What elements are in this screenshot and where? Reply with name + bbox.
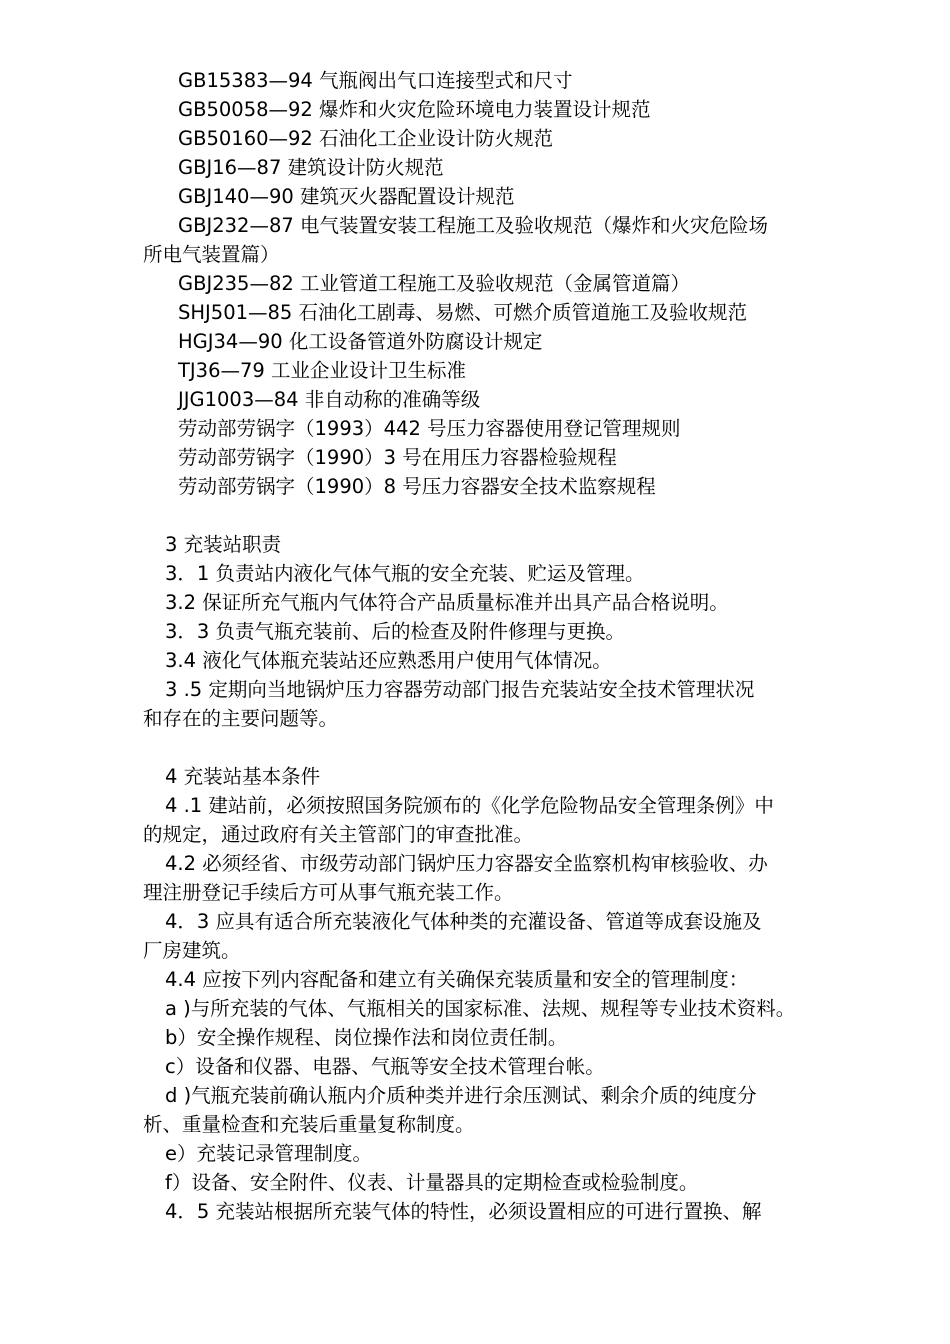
- standards-list: [143, 66, 843, 501]
- clause-line-continuation: 的规定，通过政府有关主管部门的审查批准。: [143, 823, 534, 846]
- list-item: e）充装记录管理制度。: [165, 1142, 372, 1165]
- document-body: [143, 66, 843, 1226]
- clause-line: 3.2 保证所充气瓶内气体符合产品质量标准并出具产品合格说明。: [165, 591, 729, 614]
- list-item-continuation: 析、重量检查和充装后重量复称制度。: [143, 1113, 475, 1136]
- section-spacer: [143, 733, 843, 762]
- clause-line: 4.2 必须经省、市级劳动部门锅炉压力容器安全监察机构审核验收、办: [165, 852, 768, 875]
- standard-item: TJ36—79 工业企业设计卫生标准: [178, 359, 466, 382]
- clause-line: 4.4 应按下列内容配备和建立有关确保充装质量和安全的管理制度：: [165, 968, 749, 991]
- clause-line: 4 .1 建站前，必须按照国务院颁布的《化学危险物品安全管理条例》中: [165, 794, 774, 817]
- section-3: [143, 530, 843, 733]
- standard-item: GB50058—92 爆炸和火灾危险环境电力装置设计规范: [178, 98, 651, 121]
- standard-item: GBJ235—82 工业管道工程施工及验收规范（金属管道篇）: [178, 272, 690, 295]
- clause-line: 3.4 液化气体瓶充装站还应熟悉用户使用气体情况。: [165, 649, 612, 672]
- standard-item: 劳动部劳锅字（1990）3 号在用压力容器检验规程: [178, 446, 617, 469]
- standard-item: GB15383—94 气瓶阀出气口连接型式和尺寸: [178, 69, 573, 92]
- clause-line-continuation: 和存在的主要问题等。: [143, 707, 339, 730]
- section-spacer: [143, 501, 843, 530]
- standard-item: JJG1003—84 非自动称的准确等级: [178, 388, 481, 411]
- clause-line: 4．3 应具有适合所充装液化气体种类的充灌设备、管道等成套设施及: [165, 910, 762, 933]
- standard-item: 劳动部劳锅字（1990）8 号压力容器安全技术监察规程: [178, 475, 656, 498]
- clause-line: 3．1 负责站内液化气体气瓶的安全充装、贮运及管理。: [165, 562, 645, 585]
- standard-item: GBJ16—87 建筑设计防火规范: [178, 156, 444, 179]
- clause-line-continuation: 厂房建筑。: [143, 939, 241, 962]
- list-item: a )与所充装的气体、气瓶相关的国家标准、法规、规程等专业技术资料。: [165, 997, 796, 1020]
- standard-item: 劳动部劳锅字（1993）442 号压力容器使用登记管理规则: [178, 417, 681, 440]
- clause-line: 4．5 充装站根据所充装气体的特性，必须设置相应的可进行置换、解: [165, 1200, 762, 1223]
- list-item: b）安全操作规程、岗位操作法和岗位责任制。: [165, 1026, 568, 1049]
- standard-item-continuation: 所电气装置篇）: [143, 243, 280, 266]
- clause-line-continuation: 理注册登记手续后方可从事气瓶充装工作。: [143, 881, 514, 904]
- standard-item: GB50160—92 石油化工企业设计防火规范: [178, 127, 554, 150]
- standard-item: GBJ140—90 建筑灭火器配置设计规范: [178, 185, 515, 208]
- standard-item: SHJ501—85 石油化工剧毒、易燃、可燃介质管道施工及验收规范: [178, 301, 748, 324]
- section-4: [143, 762, 843, 1226]
- clause-line: 3．3 负责气瓶充装前、后的检查及附件修理与更换。: [165, 620, 626, 643]
- standard-item: GBJ232—87 电气装置安装工程施工及验收规范（爆炸和火灾危险场: [178, 214, 768, 237]
- list-item: d )气瓶充装前确认瓶内介质种类并进行余压测试、剩余介质的纯度分: [165, 1084, 757, 1107]
- section-heading: 4 充装站基本条件: [165, 765, 321, 788]
- section-heading: 3 充装站职责: [165, 533, 282, 556]
- list-item: f）设备、安全附件、仪表、计量器具的定期检查或检验制度。: [165, 1171, 699, 1194]
- standard-item: HGJ34—90 化工设备管道外防腐设计规定: [178, 330, 543, 353]
- clause-line: 3 .5 定期向当地锅炉压力容器劳动部门报告充装站安全技术管理状况: [165, 678, 755, 701]
- list-item: c）设备和仪器、电器、气瓶等安全技术管理台帐。: [165, 1055, 605, 1078]
